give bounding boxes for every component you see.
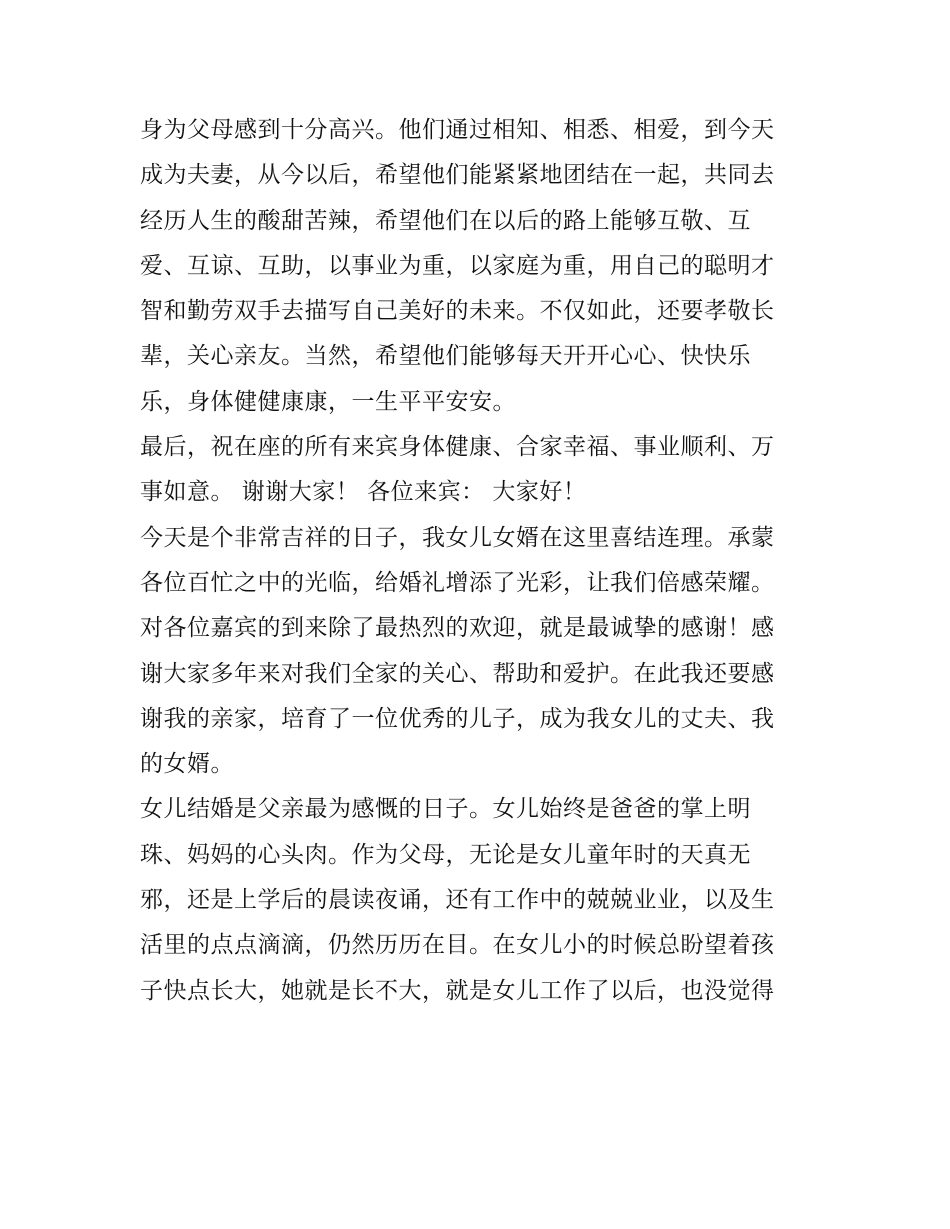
text-line: 女儿结婚是父亲最为感慨的日子。女儿始终是爸爸的掌上明 xyxy=(140,796,751,823)
text-line: 对各位嘉宾的到来除了最热烈的欢迎，就是最诚挚的感谢！感 xyxy=(140,615,775,642)
document-body xyxy=(140,108,815,1014)
text-line: 活里的点点滴滴，仍然历历在目。在女儿小的时候总盼望着孩 xyxy=(140,932,775,959)
text-line: 智和勤劳双手去描写自己美好的未来。不仅如此，还要孝敬长 xyxy=(140,298,775,325)
text-line: 爱、互谅、互助，以事业为重，以家庭为重，用自己的聪明才 xyxy=(140,252,775,279)
text-line: 辈，关心亲友。当然，希望他们能够每天开开心心、快快乐 xyxy=(140,343,751,370)
text-line: 最后，祝在座的所有来宾身体健康、合家幸福、事业顺利、万 xyxy=(140,434,775,461)
text-line: 珠、妈妈的心头肉。作为父母，无论是女儿童年时的天真无 xyxy=(140,841,751,868)
text-line: 今天是个非常吉祥的日子，我女儿女婿在这里喜结连理。承蒙 xyxy=(140,524,775,551)
text-line: 成为夫妻，从今以后，希望他们能紧紧地团结在一起，共同去 xyxy=(140,162,775,189)
text-line: 邪，还是上学后的晨读夜诵，还有工作中的兢兢业业，以及生 xyxy=(140,887,775,914)
text-line: 谢我的亲家，培育了一位优秀的儿子，成为我女儿的丈夫、我 xyxy=(140,705,775,732)
text-line: 乐，身体健健康康，一生平平安安。 xyxy=(140,388,516,415)
text-line: 谢大家多年来对我们全家的关心、帮助和爱护。在此我还要感 xyxy=(140,660,775,687)
text-line: 经历人生的酸甜苦辣，希望他们在以后的路上能够互敬、互 xyxy=(140,207,751,234)
text-line: 事如意。 谢谢大家！ 各位来宾： 大家好！ xyxy=(140,479,587,506)
text-line: 的女婿。 xyxy=(140,751,234,778)
text-line: 身为父母感到十分高兴。他们通过相知、相悉、相爱，到今天 xyxy=(140,117,775,143)
text-line: 子快点长大，她就是长不大，就是女儿工作了以后，也没觉得 xyxy=(140,977,775,1004)
text-line: 各位百忙之中的光临，给婚礼增添了光彩，让我们倍感荣耀。 xyxy=(140,569,775,596)
